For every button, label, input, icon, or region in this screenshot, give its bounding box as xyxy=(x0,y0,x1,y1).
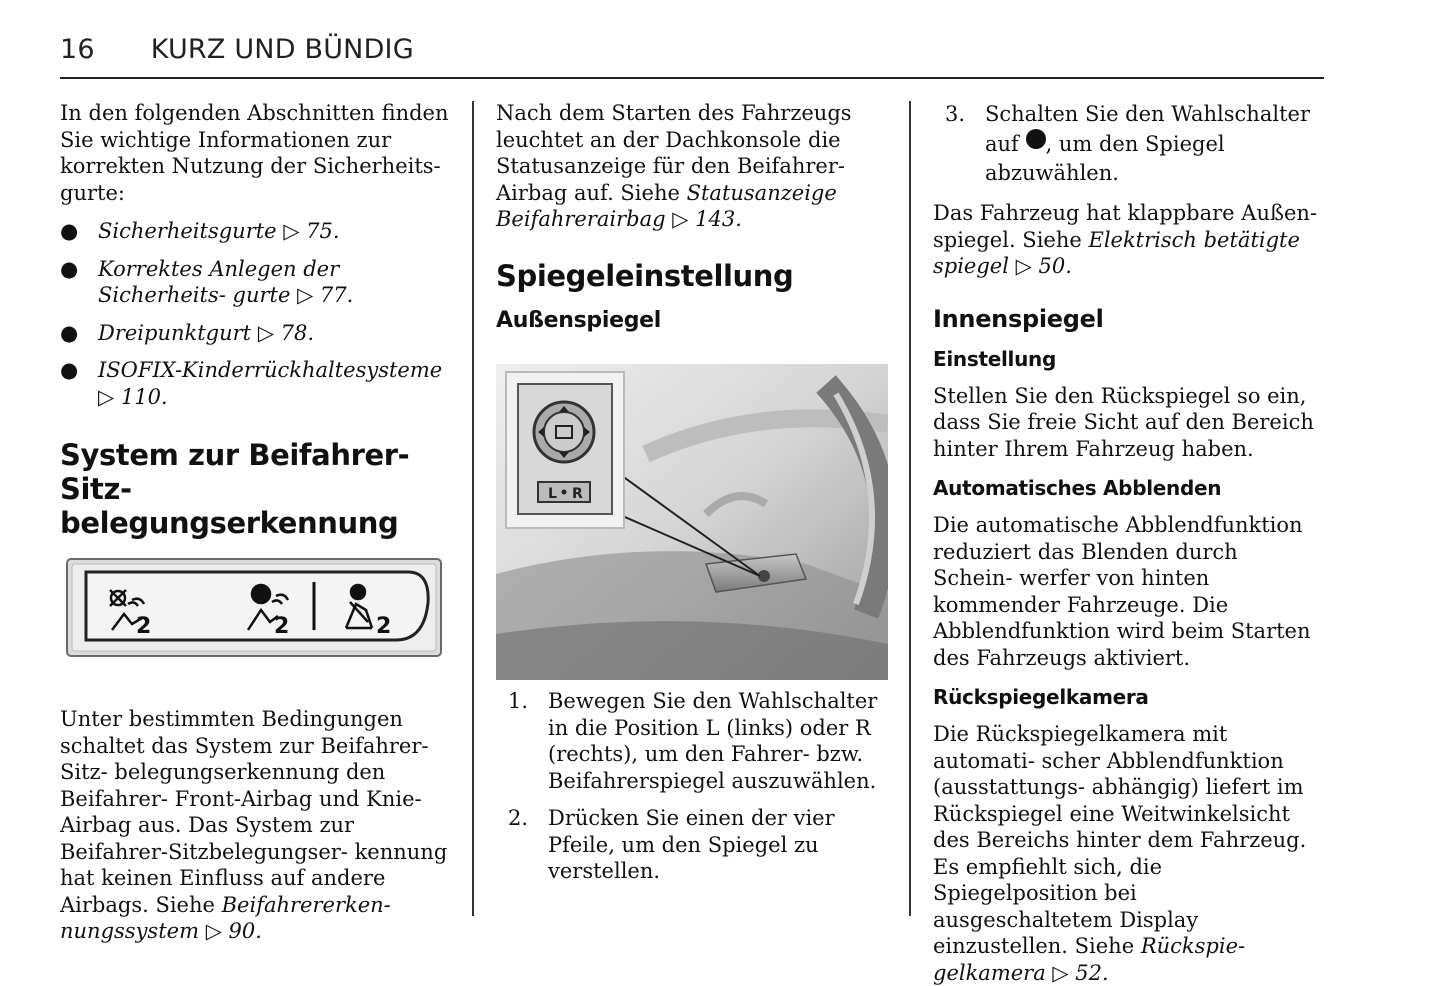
bullet-icon: ● xyxy=(60,358,79,382)
subsection-title-auto-dimming: Automatisches Abblenden xyxy=(933,476,1222,500)
bullet-icon: ● xyxy=(60,219,79,243)
section-title-occupant-detection: System zur Beifahrer-Sitz- belegungserkennung xyxy=(60,438,410,540)
chapter-title: KURZ UND BÜNDIG xyxy=(150,34,414,65)
airbag-status-panel xyxy=(66,558,442,660)
folding-mirror-text: Das Fahrzeug hat klappbare Außen- spiegel. Siehe Elektrisch betätigte spiegel ▷ 50. xyxy=(933,201,1318,278)
page-ref-icon: ▷ xyxy=(283,219,300,243)
svg-text:2: 2 xyxy=(376,614,392,639)
page-ref-icon: ▷ xyxy=(297,283,314,307)
subsection-title-rearview-camera: Rückspiegelkamera xyxy=(933,685,1149,709)
auto-dimming-text: Die automatische Abblendfunktion reduziert das Blenden durch Schein- werfer von hinten kommender Fahrzeuge. Die Abblendfunktion wird beim Starten des Fahrzeugs aktiviert. xyxy=(933,513,1311,670)
svg-text:2: 2 xyxy=(274,614,290,639)
mirror-switch-illustration xyxy=(496,364,888,680)
list-item[interactable]: 1. Bewegen Sie den Wahlschalter in die Position L (links) oder R (rechts), um den Fahrer- bzw. Beifahrerspiegel auszuwählen. xyxy=(508,689,878,793)
column-3 xyxy=(933,100,1323,986)
section-title-mirror-adjustment: Spiegeleinstellung xyxy=(496,258,794,293)
section-title-inside-mirror: Innenspiegel xyxy=(933,304,1104,333)
subsection-title-outside-mirror: Außenspiegel xyxy=(496,307,662,333)
page-ref-icon: ▷ xyxy=(1015,254,1032,278)
list-item[interactable]: 3. Schalten Sie den Wahlschalter auf , um den Spiegel abzuwählen. xyxy=(945,102,1310,185)
page-number: 16 xyxy=(60,34,95,65)
off-position-icon xyxy=(1026,129,1046,149)
bullet-icon: ● xyxy=(60,256,79,281)
page-ref-icon: ▷ xyxy=(205,919,222,943)
bullet-icon: ● xyxy=(60,320,79,345)
list-item[interactable]: ● Korrektes Anlegen der Sicherheits- gurte ▷ 77. xyxy=(60,256,354,307)
page-ref-icon: ▷ xyxy=(257,320,274,345)
switch-label-right: R xyxy=(572,486,583,502)
page-ref-icon: ▷ xyxy=(98,384,115,409)
page-ref-icon: ▷ xyxy=(1052,960,1069,985)
page-header xyxy=(60,34,414,65)
page-ref-icon: ▷ xyxy=(672,207,689,231)
subsection-title-adjustment: Einstellung xyxy=(933,346,1056,371)
svg-text:2: 2 xyxy=(136,614,152,639)
column-divider-2 xyxy=(909,101,911,916)
column-divider-1 xyxy=(472,101,474,916)
column-1 xyxy=(60,100,455,943)
list-item[interactable]: ● Dreipunktgurt ▷ 78. xyxy=(60,320,315,345)
seatbelt-list xyxy=(60,218,455,410)
list-item[interactable]: 2. Drücken Sie einen der vier Pfeile, um den Spiegel zu verstellen. xyxy=(508,806,835,883)
adjustment-text: Stellen Sie den Rückspiegel so ein, dass Sie freie Sicht auf den Bereich hinter Ihrem Fahrzeug haben. xyxy=(933,383,1314,461)
mirror-steps-list xyxy=(496,688,891,885)
seatbelt-intro: In den folgenden Abschnitten finden Sie wichtige Informationen zur korrekten Nutzung der Sicherheits- gurte: xyxy=(60,101,449,205)
list-item[interactable]: ● ISOFIX-Kinderrückhaltesysteme ▷ 110. xyxy=(60,358,443,409)
occupant-detection-text: Unter bestimmten Bedingungen schaltet das System zur Beifahrer-Sitz- belegungserkennung den Beifahrer- Front-Airbag und Knie-Airbag aus. Das System zur Beifahrer-Sitzbelegungser- kennung hat keinen Einfluss auf andere Airbags. Siehe Beifahrererken- nungssystem ▷ 90. xyxy=(60,707,448,943)
list-item[interactable]: ● Sicherheitsgurte ▷ 75. xyxy=(60,219,340,243)
header-rule xyxy=(60,77,1324,79)
rearview-camera-text: Die Rückspiegelkamera mit automati- scher Abblendfunktion (ausstattungs- abhängig) liefert im Rückspiegel eine Weitwinkelsicht des Bereichs hinter dem Fahrzeug. Es empfiehlt sich, die Spiegelposition bei ausgeschaltetem Display einzustellen. Siehe Rückspie- gelkamera ▷ 52. xyxy=(933,722,1307,985)
switch-label-left: L xyxy=(548,486,557,502)
column-2 xyxy=(496,100,891,883)
airbag-status-text: Nach dem Starten des Fahrzeugs leuchtet an der Dachkonsole die Statusanzeige für den Beifahrer-Airbag auf. Siehe Statusanzeige Beifahrerairbag ▷ 143. xyxy=(496,101,852,231)
